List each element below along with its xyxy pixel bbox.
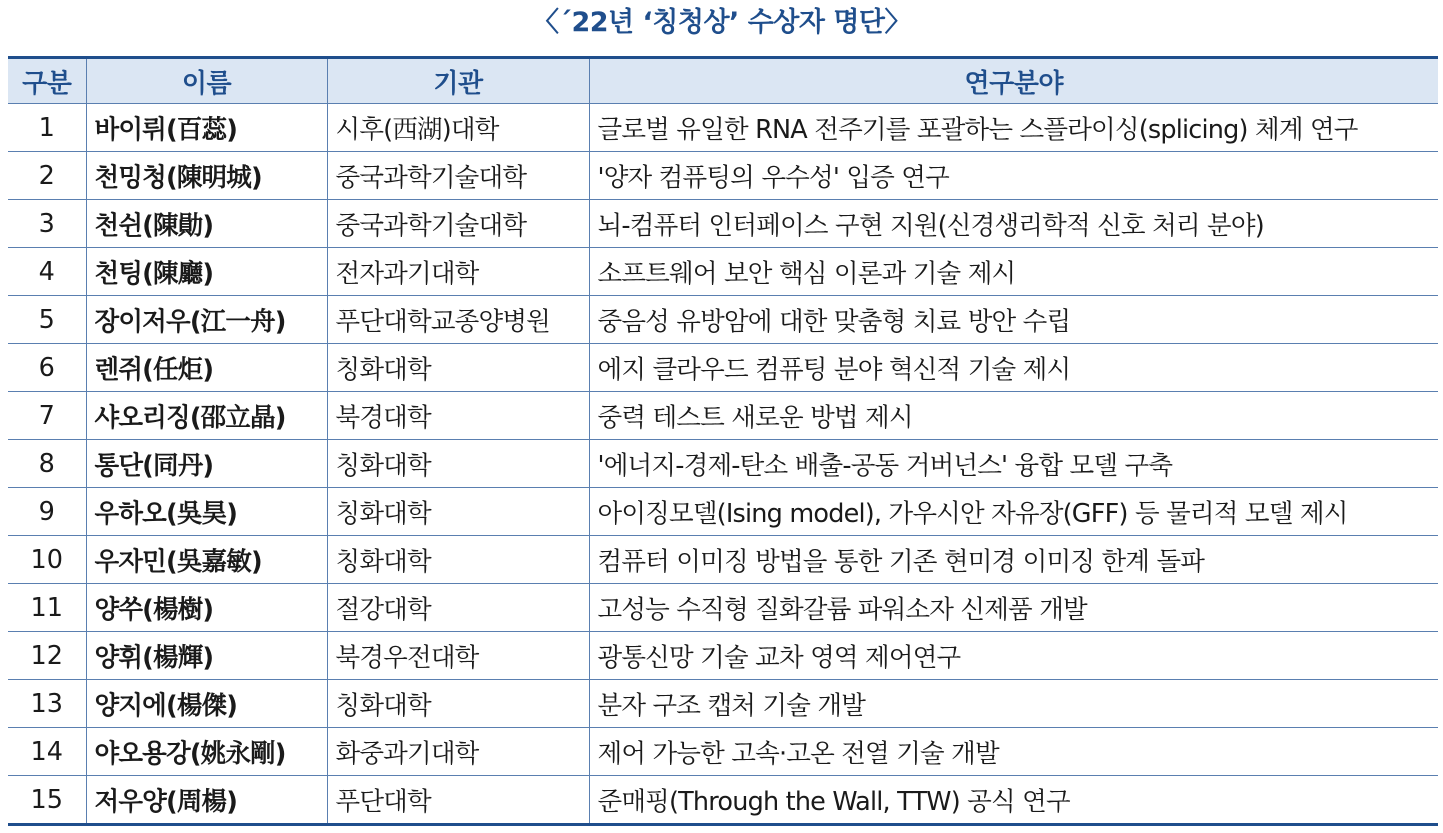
table-row — [8, 440, 1438, 488]
institution-cell: 칭화대학 — [327, 440, 589, 488]
awardee-name-cell: 야오용강(姚永剛) — [86, 728, 327, 776]
header-research-field: 연구분야 — [589, 59, 1438, 104]
table-header-row — [8, 59, 1438, 104]
header-institution: 기관 — [327, 59, 589, 104]
institution-cell: 전자과기대학 — [327, 248, 589, 296]
institution-cell: 중국과학기술대학 — [327, 152, 589, 200]
row-number-cell: 3 — [8, 200, 86, 248]
table-row — [8, 776, 1438, 824]
table-body — [8, 104, 1438, 824]
institution-cell: 푸단대학 — [327, 776, 589, 824]
table-row — [8, 728, 1438, 776]
row-number-cell: 2 — [8, 152, 86, 200]
institution-cell: 화중과기대학 — [327, 728, 589, 776]
awardees-table — [8, 56, 1438, 826]
header-category: 구분 — [8, 59, 86, 104]
research-field-cell: 고성능 수직형 질화갈륨 파워소자 신제품 개발 — [589, 584, 1438, 632]
research-field-cell: 글로벌 유일한 RNA 전주기를 포괄하는 스플라이싱(splicing) 체계 연구 — [589, 104, 1438, 152]
table-row — [8, 200, 1438, 248]
awardee-name-cell: 저우양(周楊) — [86, 776, 327, 824]
research-field-cell: 뇌-컴퓨터 인터페이스 구현 지원(신경생리학적 신호 처리 분야) — [589, 200, 1438, 248]
table-row — [8, 152, 1438, 200]
awardee-name-cell: 양지에(楊傑) — [86, 680, 327, 728]
institution-cell: 절강대학 — [327, 584, 589, 632]
table-row — [8, 344, 1438, 392]
row-number-cell: 5 — [8, 296, 86, 344]
awardee-name-cell: 렌쥐(任炬) — [86, 344, 327, 392]
research-field-cell: 분자 구조 캡처 기술 개발 — [589, 680, 1438, 728]
awardee-name-cell: 우자민(吳嘉敏) — [86, 536, 327, 584]
row-number-cell: 8 — [8, 440, 86, 488]
institution-cell: 칭화대학 — [327, 344, 589, 392]
research-field-cell: 에지 클라우드 컴퓨팅 분야 혁신적 기술 제시 — [589, 344, 1438, 392]
institution-cell: 칭화대학 — [327, 536, 589, 584]
awardee-name-cell: 양쑤(楊樹) — [86, 584, 327, 632]
table-row — [8, 632, 1438, 680]
institution-cell: 푸단대학교종양병원 — [327, 296, 589, 344]
row-number-cell: 4 — [8, 248, 86, 296]
institution-cell: 북경우전대학 — [327, 632, 589, 680]
institution-cell: 칭화대학 — [327, 680, 589, 728]
awardee-name-cell: 샤오리징(邵立晶) — [86, 392, 327, 440]
table-row — [8, 536, 1438, 584]
table-row — [8, 392, 1438, 440]
row-number-cell: 13 — [8, 680, 86, 728]
row-number-cell: 10 — [8, 536, 86, 584]
row-number-cell: 1 — [8, 104, 86, 152]
awardee-name-cell: 천밍청(陳明城) — [86, 152, 327, 200]
institution-cell: 북경대학 — [327, 392, 589, 440]
research-field-cell: 제어 가능한 고속·고온 전열 기술 개발 — [589, 728, 1438, 776]
table-row — [8, 488, 1438, 536]
awardee-name-cell: 우하오(吳昊) — [86, 488, 327, 536]
table-row — [8, 296, 1438, 344]
research-field-cell: 아이징모델(Ising model), 가우시안 자유장(GFF) 등 물리적 모델 제시 — [589, 488, 1438, 536]
page-title: 〈´22년 ‘칭청상’ 수상자 명단〉 — [531, 7, 912, 38]
research-field-cell: 준매핑(Through the Wall, TTW) 공식 연구 — [589, 776, 1438, 824]
research-field-cell: 컴퓨터 이미징 방법을 통한 기존 현미경 이미징 한계 돌파 — [589, 536, 1438, 584]
row-number-cell: 11 — [8, 584, 86, 632]
institution-cell: 칭화대학 — [327, 488, 589, 536]
awardee-name-cell: 장이저우(江一舟) — [86, 296, 327, 344]
row-number-cell: 9 — [8, 488, 86, 536]
table-row — [8, 584, 1438, 632]
research-field-cell: '에너지-경제-탄소 배출-공동 거버넌스' 융합 모델 구축 — [589, 440, 1438, 488]
research-field-cell: 중음성 유방암에 대한 맞춤형 치료 방안 수립 — [589, 296, 1438, 344]
row-number-cell: 15 — [30, 784, 63, 815]
awardee-name-cell: 천쉰(陳勛) — [86, 200, 327, 248]
header-name: 이름 — [86, 59, 327, 104]
research-field-cell: '양자 컴퓨팅의 우수성' 입증 연구 — [589, 152, 1438, 200]
row-number-cell: 6 — [8, 344, 86, 392]
table-row — [8, 248, 1438, 296]
awardee-name-cell: 통단(同丹) — [86, 440, 327, 488]
row-number-cell: 14 — [8, 728, 86, 776]
row-number-cell: 7 — [8, 392, 86, 440]
awardee-name-cell: 양휘(楊輝) — [86, 632, 327, 680]
institution-cell: 시후(西湖)대학 — [327, 104, 589, 152]
awardee-name-cell: 바이뤼(百蕊) — [86, 104, 327, 152]
awardee-name-cell: 천팅(陳廳) — [86, 248, 327, 296]
table-row — [8, 680, 1438, 728]
institution-cell: 중국과학기술대학 — [327, 200, 589, 248]
research-field-cell: 중력 테스트 새로운 방법 제시 — [589, 392, 1438, 440]
table-row — [8, 104, 1438, 152]
research-field-cell: 소프트웨어 보안 핵심 이론과 기술 제시 — [589, 248, 1438, 296]
row-number-cell: 12 — [8, 632, 86, 680]
research-field-cell: 광통신망 기술 교차 영역 제어연구 — [589, 632, 1438, 680]
